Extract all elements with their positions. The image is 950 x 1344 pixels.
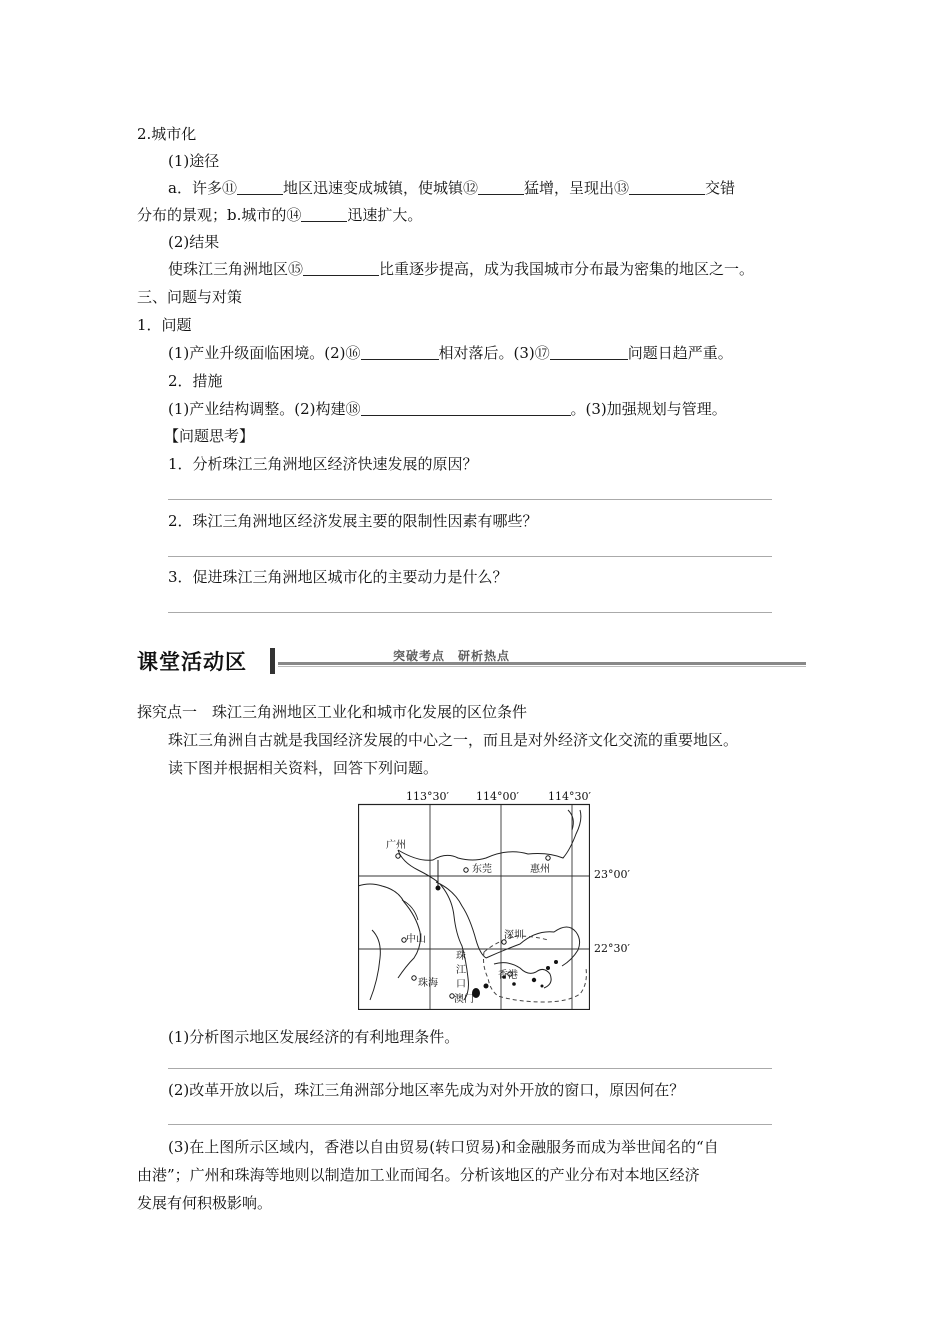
answer-line[interactable] <box>168 499 772 500</box>
fill-blank-11[interactable] <box>237 180 283 195</box>
longitude-label-1: 113°30′ <box>406 790 449 803</box>
text-fragment: a．许多⑪ <box>168 179 237 197</box>
banner-title: 课堂活动区 <box>137 650 247 674</box>
paragraph-result <box>168 259 754 279</box>
text-fragment: 迅速扩大。 <box>347 206 423 224</box>
fill-blank-15[interactable] <box>303 261 379 276</box>
map-question-1: (1)分析图示地区发展经济的有利地理条件。 <box>168 1028 460 1046</box>
map-question-2: (2)改革开放以后，珠江三角洲部分地区率先成为对外开放的窗口，原因何在？ <box>168 1081 685 1099</box>
pearl-river-delta-map <box>358 790 630 1010</box>
classroom-activity-banner <box>137 640 809 676</box>
text-fragment: (1)产业升级面临困境。(2)⑯ <box>168 344 361 362</box>
river-mouth-char: 江 <box>456 965 466 976</box>
subheading-result: (2)结果 <box>168 233 220 251</box>
map-question-3-line-3: 发展有何积极影响。 <box>137 1194 273 1212</box>
section-heading-urbanization: 2.城市化 <box>137 125 197 143</box>
text-fragment: 猛增，呈现出⑬ <box>523 179 629 197</box>
think-question-2: 2．珠江三角洲地区经济发展主要的限制性因素有哪些？ <box>168 512 538 530</box>
city-label-dongguan: 东莞 <box>472 864 492 875</box>
longitude-label-3: 114°30′ <box>548 790 591 803</box>
map-question-3-line-2: 由港”；广州和珠海等地则以制造加工业而闻名。分析该地区的产业分布对本地区经济 <box>137 1166 700 1184</box>
city-label-zhongshan: 中山 <box>406 934 426 945</box>
subheading-problems: 1．问题 <box>137 316 192 334</box>
text-fragment: 比重逐步提高，成为我国城市分布最为密集的地区之一。 <box>379 260 755 278</box>
text-fragment: 相对落后。(3)⑰ <box>438 344 550 362</box>
fill-blank-18[interactable] <box>361 401 571 416</box>
text-fragment: (1)产业结构调整。(2)构建⑱ <box>168 400 361 418</box>
explore-intro-1: 珠江三角洲自古就是我国经济发展的中心之一，而且是对外经济文化交流的重要地区。 <box>168 731 739 749</box>
fill-blank-17[interactable] <box>550 345 628 360</box>
answer-line[interactable] <box>168 1068 772 1069</box>
text-fragment: 。(3)加强规划与管理。 <box>570 400 727 418</box>
river-mouth-char: 口 <box>456 979 466 990</box>
section-heading-problems: 三、问题与对策 <box>137 288 243 306</box>
paragraph-measures <box>168 399 727 419</box>
fill-blank-12[interactable] <box>478 180 524 195</box>
city-label-guangzhou: 广州 <box>386 840 406 851</box>
fill-blank-13[interactable] <box>629 180 705 195</box>
river-mouth-char: 珠 <box>456 951 466 962</box>
map-question-3-line-1: (3)在上图所示区域内，香港以自由贸易(转口贸易)和金融服务而成为举世闻名的“自 <box>168 1138 719 1156</box>
think-question-3: 3．促进珠江三角洲地区城市化的主要动力是什么？ <box>168 568 508 586</box>
city-label-huizhou: 惠州 <box>530 864 550 875</box>
explore-title: 探究点一 珠江三角洲地区工业化和城市化发展的区位条件 <box>137 703 528 721</box>
subheading-path: (1)途径 <box>168 152 220 170</box>
city-label-hongkong: 香港 <box>498 970 518 981</box>
answer-line[interactable] <box>168 556 772 557</box>
label-river-mouth <box>456 950 466 992</box>
latitude-label-2: 22°30′ <box>594 942 630 955</box>
think-heading: 【问题思考】 <box>164 427 255 445</box>
text-fragment: 分布的景观；b.城市的⑭ <box>137 206 302 224</box>
text-fragment: 地区迅速变成城镇，使城镇⑫ <box>282 179 478 197</box>
map-graphic <box>358 790 590 1010</box>
longitude-label-2: 114°00′ <box>476 790 519 803</box>
city-label-shenzhen: 深圳 <box>504 930 524 941</box>
answer-line[interactable] <box>168 612 772 613</box>
paragraph-problems <box>168 343 733 363</box>
fill-blank-16[interactable] <box>361 345 439 360</box>
answer-line[interactable] <box>168 1124 772 1125</box>
text-fragment: 交错 <box>704 179 735 197</box>
latitude-label-1: 23°00′ <box>594 868 630 881</box>
paragraph-path-b <box>137 205 422 225</box>
explore-intro-2: 读下图并根据相关资料，回答下列问题。 <box>168 759 439 777</box>
city-label-macau: 澳门 <box>454 994 474 1005</box>
banner-subtitle: 突破考点 研析热点 <box>393 649 511 663</box>
city-label-zhuhai: 珠海 <box>418 978 438 989</box>
think-question-1: 1．分析珠江三角洲地区经济快速发展的原因？ <box>168 455 478 473</box>
paragraph-path-a <box>168 178 735 198</box>
text-fragment: 使珠江三角洲地区⑮ <box>168 260 304 278</box>
subheading-measures: 2．措施 <box>168 372 223 390</box>
text-fragment: 问题日趋严重。 <box>627 344 733 362</box>
fill-blank-14[interactable] <box>301 207 347 222</box>
